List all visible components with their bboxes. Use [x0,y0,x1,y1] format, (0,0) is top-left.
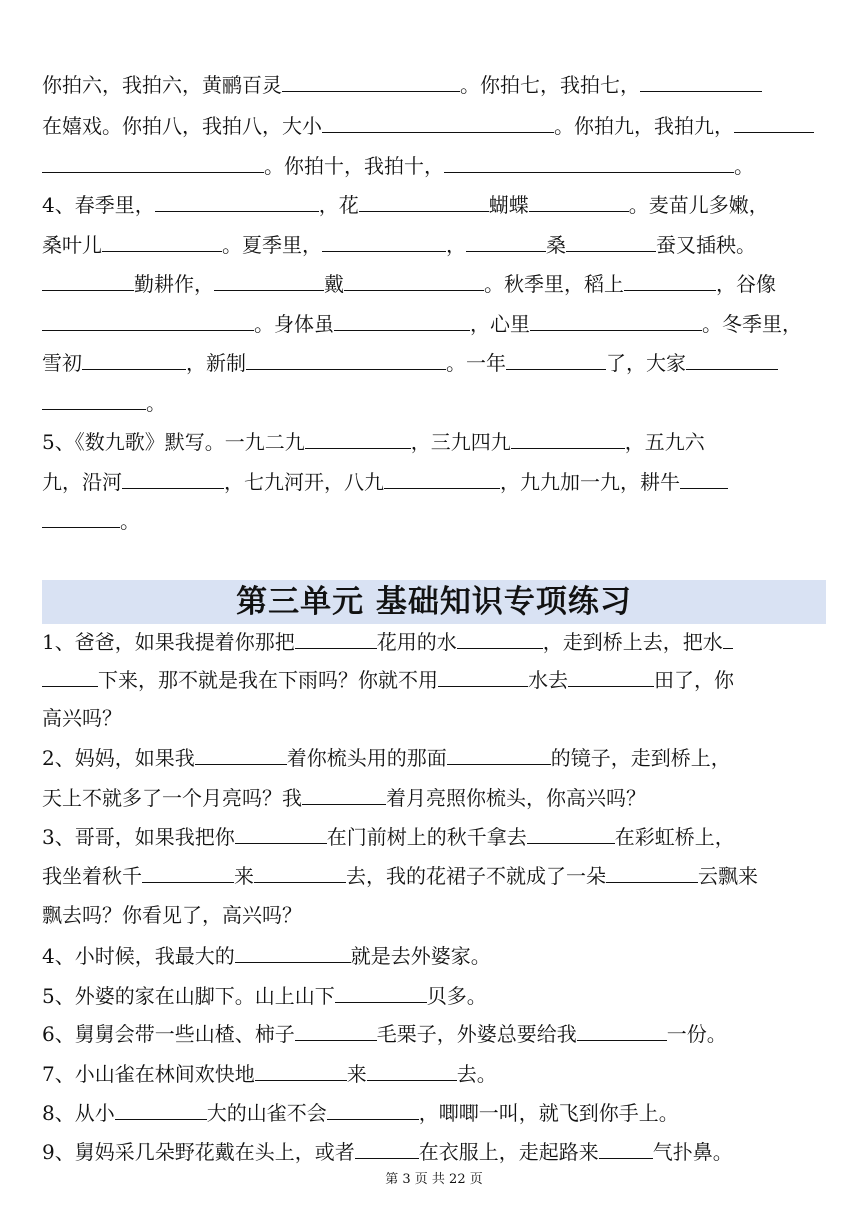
fill-blank[interactable] [254,864,346,883]
text-line [42,746,731,770]
fill-blank[interactable] [384,470,500,489]
fill-blank[interactable] [511,430,625,449]
text: ，走到桥上去，把水 [542,630,723,654]
text: ，五九六 [624,430,705,454]
text-line [42,1062,497,1086]
text: 勤耕作， [134,272,214,296]
text: 在衣服上，走起路来 [418,1140,599,1164]
fill-blank[interactable] [577,1022,667,1041]
fill-blank[interactable] [566,233,656,252]
text-line [42,706,122,730]
text-line [42,1101,679,1125]
fill-blank[interactable] [214,272,324,291]
page-footer: 第 3 页 共 22 页 [385,1172,483,1187]
text: 桑 [546,233,566,257]
text: 在门前树上的秋千拿去 [326,825,527,849]
fill-blank[interactable] [529,193,629,212]
text-line [42,193,769,217]
text: 蚕又插秧。 [656,233,756,257]
text: 去。 [456,1062,497,1086]
text-line [42,233,756,257]
fill-blank[interactable] [302,786,386,805]
fill-blank[interactable] [624,272,716,291]
text: 云飘来 [698,864,758,888]
text: 。 [120,509,140,533]
text: ，唧唧一叫，就飞到你手上。 [418,1101,679,1125]
text: 蝴蝶 [488,193,529,217]
text: 高兴吗？ [42,706,122,730]
fill-blank[interactable] [447,746,551,765]
text: 。你拍九，我拍九， [554,114,734,138]
text-line [42,470,728,494]
text: 毛栗子，外婆总要给我 [376,1022,577,1046]
text: 下来，那不就是我在下雨吗？你就不用 [98,668,438,692]
text-line [42,154,754,178]
text: ，心里 [470,312,530,336]
text: 你拍六，我拍六，黄鹂百灵 [42,73,282,97]
fill-blank[interactable] [438,668,528,687]
fill-blank[interactable] [367,1062,457,1081]
fill-blank[interactable] [355,1140,419,1159]
fill-blank[interactable] [122,470,224,489]
text-line [42,73,762,97]
text: 。 [146,391,166,415]
text: 天上不就多了一个月亮吗？我 [42,786,302,810]
fill-blank[interactable] [530,312,702,331]
text: 。麦苗儿多嫩， [628,193,769,217]
text: 8、从小 [42,1101,115,1125]
fill-blank[interactable] [344,272,484,291]
fill-blank[interactable] [195,746,287,765]
text: 我坐着秋千 [42,864,142,888]
text: 5、《数九歌》默写。一九二九 [42,430,305,454]
fill-blank[interactable] [282,73,460,92]
text: 。秋季里，稻上 [484,272,624,296]
fill-blank[interactable] [506,351,606,370]
text: 。一年 [446,351,506,375]
fill-blank[interactable] [235,944,351,963]
text: 1、爸爸，如果我提着你那把 [42,630,295,654]
text: 。夏季里， [222,233,322,257]
fill-blank[interactable] [359,193,489,212]
text-line [42,1140,733,1164]
fill-blank[interactable] [335,984,427,1003]
text: 着你梳头用的那面 [286,746,447,770]
text: 戴 [324,272,344,296]
text: 桑叶儿 [42,233,102,257]
text: 大的山雀不会 [206,1101,327,1125]
text: 。身体虽 [254,312,334,336]
text: 在彩虹桥上， [614,825,735,849]
text-line [42,825,735,849]
fill-blank[interactable] [255,1062,347,1081]
text: 一份。 [666,1022,727,1046]
text: ， [446,233,466,257]
text-line [42,668,734,692]
text: ，三九四九 [410,430,511,454]
fill-blank[interactable] [295,630,377,649]
text: 7、小山雀在林间欢快地 [42,1062,255,1086]
fill-blank[interactable] [322,114,554,133]
text-line [42,351,778,375]
text: 。冬季里， [702,312,802,336]
text: 气扑鼻。 [652,1140,733,1164]
fill-blank[interactable] [686,351,778,370]
fill-blank[interactable] [680,470,728,489]
text: 4、春季里， [42,193,155,217]
fill-blank[interactable] [115,1101,207,1120]
fill-blank[interactable] [295,1022,377,1041]
text: 9、舅妈采几朵野花戴在头上，或者 [42,1140,355,1164]
fill-blank[interactable] [527,825,615,844]
fill-blank[interactable] [246,351,446,370]
text: ，七九河开，八九 [224,470,384,494]
text: 田了，你 [654,668,734,692]
text: 。 [734,154,754,178]
fill-blank[interactable] [102,233,222,252]
text: ，九九加一九，耕牛 [500,470,680,494]
fill-blank[interactable] [466,233,546,252]
fill-blank[interactable] [606,864,698,883]
text-line [42,630,733,654]
text-line [42,864,758,888]
text: ，新制 [186,351,246,375]
text-line [42,509,140,533]
text-line [42,786,646,810]
fill-blank[interactable] [42,272,134,291]
text: 了，大家 [606,351,686,375]
text: 。你拍七，我拍七， [460,73,640,97]
text: 九，沿河 [42,470,122,494]
text-line [42,272,776,296]
text: 的镜子，走到桥上， [550,746,731,770]
fill-blank[interactable] [42,154,264,173]
fill-blank[interactable] [322,233,446,252]
fill-blank[interactable] [155,193,319,212]
text-line [42,944,491,968]
text-line [42,114,814,138]
text: 水去 [528,668,568,692]
text: 来 [346,1062,367,1086]
fill-blank[interactable] [640,73,762,92]
fill-blank[interactable] [42,312,254,331]
fill-blank[interactable] [42,668,98,687]
text-line [42,903,302,927]
fill-blank[interactable] [327,1101,419,1120]
fill-blank[interactable] [599,1140,653,1159]
fill-blank[interactable] [444,154,734,173]
fill-blank[interactable] [42,509,120,528]
text: 。你拍十，我拍十， [264,154,444,178]
text-line [42,391,166,415]
text: 贝多。 [426,984,487,1008]
section-title: 第三单元 基础知识专项练习 [236,584,632,620]
text: 就是去外婆家。 [350,944,491,968]
text: 6、舅舅会带一些山楂、柿子 [42,1022,295,1046]
fill-blank[interactable] [723,630,733,649]
fill-blank[interactable] [305,430,411,449]
fill-blank[interactable] [734,114,814,133]
fill-blank[interactable] [42,391,146,410]
text: 着月亮照你梳头，你高兴吗？ [386,786,646,810]
text: 2、妈妈，如果我 [42,746,195,770]
fill-blank[interactable] [235,825,327,844]
text: 花用的水 [376,630,457,654]
text: 飘去吗？你看见了，高兴吗？ [42,903,302,927]
text-line [42,1022,727,1046]
text-line [42,430,705,454]
text: 5、外婆的家在山脚下。山上山下 [42,984,335,1008]
text: 3、哥哥，如果我把你 [42,825,235,849]
text: ，谷像 [716,272,776,296]
text: 雪初 [42,351,82,375]
text-line [42,312,802,336]
fill-blank[interactable] [82,351,186,370]
text: 来 [234,864,254,888]
text: ，花 [318,193,359,217]
text-line [42,984,487,1008]
text: 去，我的花裙子不就成了一朵 [346,864,606,888]
text: 在嬉戏。你拍八，我拍八，大小 [42,114,322,138]
text: 4、小时候，我最大的 [42,944,235,968]
fill-blank[interactable] [457,630,543,649]
fill-blank[interactable] [568,668,654,687]
fill-blank[interactable] [142,864,234,883]
fill-blank[interactable] [334,312,470,331]
